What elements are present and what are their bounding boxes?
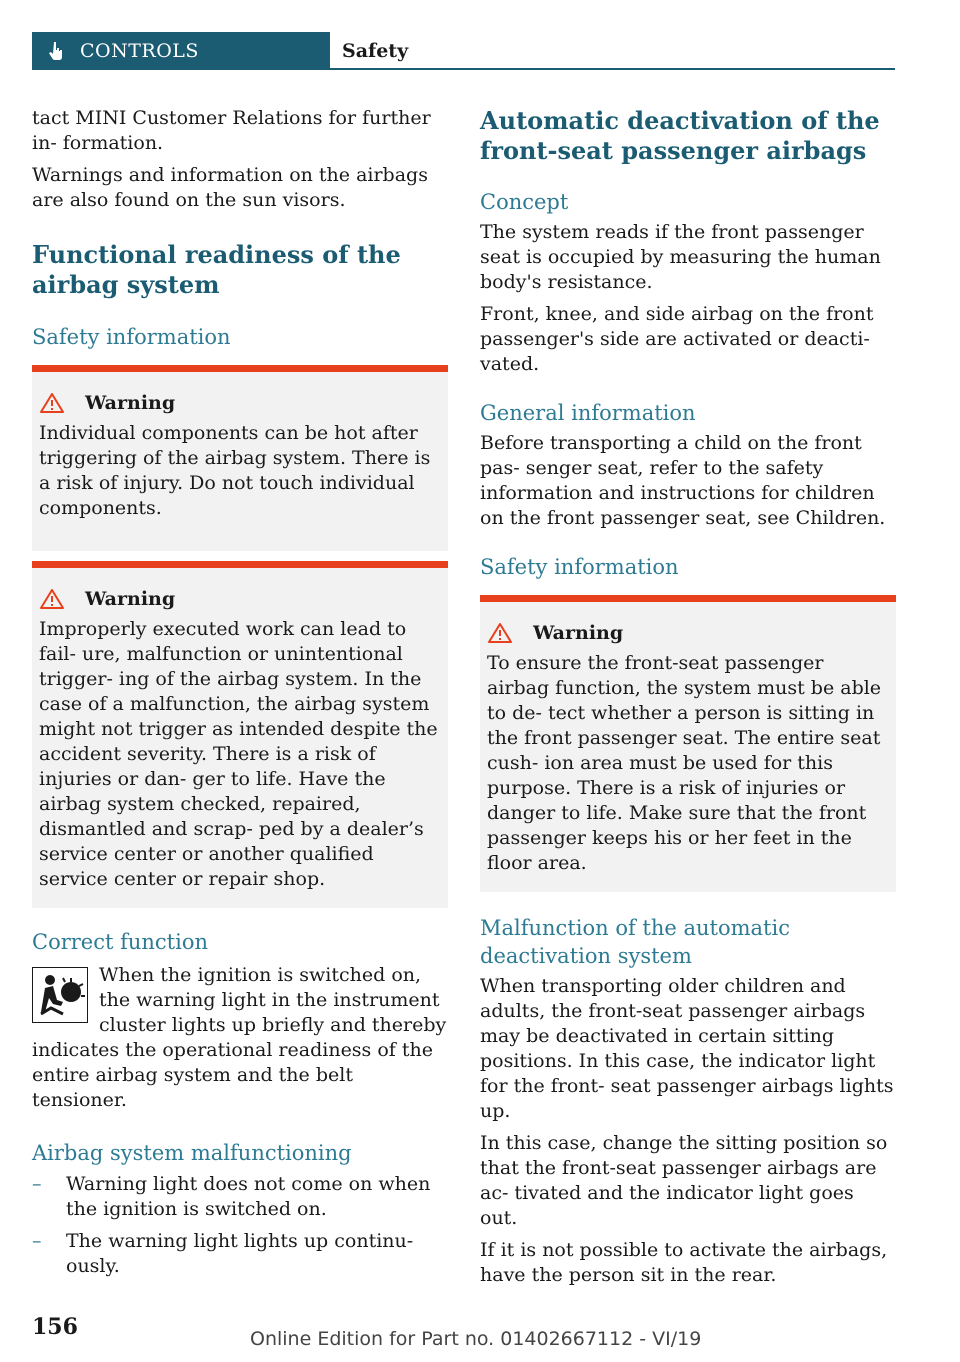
correct-function-text-continued: indicates the operational readiness of the entire airbag system and the belt tensioner. (32, 1039, 433, 1111)
subheading-correct-function: Correct function (32, 930, 208, 954)
section-tab-controls (32, 32, 330, 70)
warning-title-text: Warning (85, 588, 176, 610)
concept-paragraph: The system reads if the front passenger seat is occupied by measuring the human body's resistance. (480, 221, 881, 293)
subheading-safety-information: Safety information (32, 325, 231, 349)
subheading-safety-information: Safety information (480, 555, 679, 579)
warning-title (487, 620, 889, 646)
sun-visor-paragraph: Warnings and information on the airbags are also found on the sun visors. (32, 164, 428, 211)
page-number: 156 (32, 1314, 78, 1340)
warning-title-text: Warning (85, 392, 176, 414)
right-column (480, 106, 896, 1295)
warning-box-seat-detection (480, 595, 896, 892)
subheading-general-information: General information (480, 401, 696, 425)
warning-title (39, 586, 441, 612)
subheading-deactivation-malfunction: Malfunction of the automatic deactivation system (480, 916, 790, 968)
warning-text: To ensure the front-seat passenger airbag function, the system must be able to de‐ tect whether a person is sitting in the front passenger seat. The entire seat cush‐ ion area must be used for this purpose. There is a risk of injuries or danger to life. Make sure that the front passenger keeps his or her feet in the floor area. (487, 652, 882, 874)
warning-title (39, 390, 441, 416)
list-item: – Warning light does not come on when the ignition is switched on. (32, 1172, 448, 1222)
edition-footer: Online Edition for Part no. 01402667112 - VI/19 (250, 1328, 702, 1350)
warning-box-improper-work (32, 561, 448, 908)
warning-triangle-icon (39, 588, 65, 610)
section-label: CONTROLS (80, 40, 199, 62)
airbag-warning-icon (32, 967, 88, 1023)
warning-triangle-icon (39, 392, 65, 414)
warning-triangle-icon (487, 622, 513, 644)
correct-function-text: When the ignition is switched on, the warning light in the instrument cluster lights up briefly and thereby (99, 964, 447, 1036)
concept-paragraph-2: Front, knee, and side airbag on the front passenger's side are activated or deacti‐ vated. (480, 303, 874, 375)
malfunction-list (32, 1172, 448, 1279)
malfunction-paragraph: When transporting older children and adults, the front-seat passenger airbags may be deactivated in certain sitting positions. In this case, the indicator light for the front- seat passenger airbags lights up. (480, 975, 894, 1122)
malfunction-paragraph-3: If it is not possible to activate the airbags, have the person sit in the rear. (480, 1239, 888, 1286)
list-item: – The warning light lights up continu‐ ously. (32, 1229, 448, 1279)
topic-title: Safety (342, 40, 409, 62)
subheading-concept: Concept (480, 190, 569, 214)
warning-title-text: Warning (533, 622, 624, 644)
warning-text: Improperly executed work can lead to fail‐ ure, malfunction or unintentional trigger‐ ing of the airbag system. In the case of a malfunction, the airbag system might not trigger as intended despite the accident severity. There is a risk of injuries or dan‐ ger to life. Have the airbag system checked, repaired, dismantled and scrap‐ ped by a dealer’s service center or another qualified service center or repair shop. (39, 618, 438, 890)
heading-functional-readiness: Functional readiness of the airbag system (32, 240, 401, 299)
page-header (32, 32, 895, 70)
hand-pointer-icon (32, 41, 80, 61)
general-information-paragraph: Before transporting a child on the front pas‐ senger seat, refer to the safety information and instructions for children on the front passenger seat, see Children. (480, 432, 886, 529)
intro-paragraph: tact MINI Customer Relations for further in‐ formation. (32, 107, 431, 154)
correct-function-block (32, 963, 448, 1113)
warning-text: Individual components can be hot after triggering of the airbag system. There is a risk of injury. Do not touch individual components. (39, 422, 431, 519)
heading-automatic-deactivation: Automatic deactivation of the front-seat passenger airbags (480, 106, 880, 165)
subheading-airbag-malfunction: Airbag system malfunctioning (32, 1141, 352, 1165)
left-column (32, 106, 448, 1286)
malfunction-paragraph-2: In this case, change the sitting position so that the front-seat passenger airbags are ac‐ tivated and the indicator light goes out. (480, 1132, 888, 1229)
warning-box-hot-components (32, 365, 448, 551)
